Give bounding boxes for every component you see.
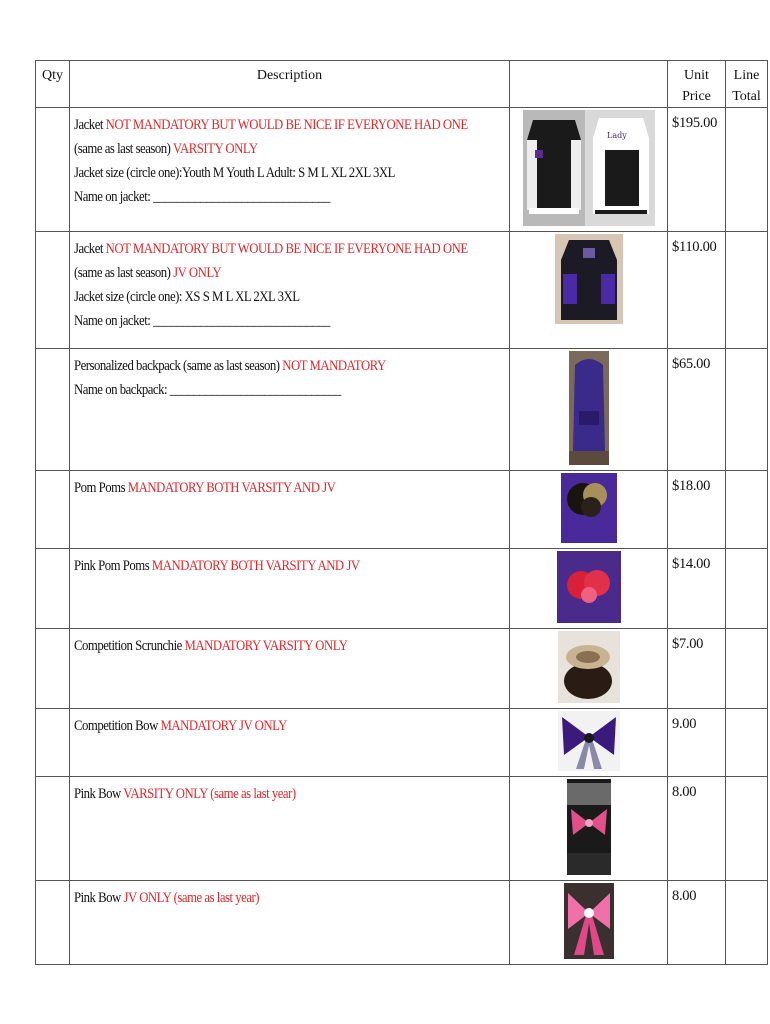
desc-line xyxy=(73,886,456,910)
desc-text: Competition Bow xyxy=(73,718,161,734)
table-row xyxy=(36,108,768,232)
qty-cell[interactable] xyxy=(36,709,70,777)
line-total-cell[interactable] xyxy=(726,349,768,471)
jv-jacket-photo xyxy=(555,234,623,324)
qty-cell[interactable] xyxy=(36,549,70,629)
desc-text: Personalized backpack (same as last season) xyxy=(73,358,282,374)
desc-note: VARSITY ONLY (same as last year) xyxy=(122,786,296,802)
table-row xyxy=(36,349,768,471)
description-cell xyxy=(70,549,457,629)
desc-line xyxy=(73,634,456,658)
desc-line xyxy=(73,309,456,333)
desc-line xyxy=(73,137,456,161)
qty-header: Qty xyxy=(36,61,70,108)
line-total-header-line2: Total xyxy=(732,89,761,104)
desc-line xyxy=(73,185,456,209)
description-cell xyxy=(70,349,457,471)
table-row xyxy=(36,777,768,881)
unit-price-header-line2: Price xyxy=(682,89,711,104)
desc-text: Pom Poms xyxy=(73,480,128,496)
table-row xyxy=(36,471,768,549)
desc-note: NOT MANDATORY BUT WOULD BE NICE IF EVERYONE HAD ONE xyxy=(105,241,468,257)
jv-pink-bow-photo xyxy=(564,883,614,959)
unit-price-cell: $195.00 xyxy=(668,108,726,232)
desc-text: (same as last season) xyxy=(73,265,173,281)
table-row xyxy=(36,709,768,777)
line-total-cell[interactable] xyxy=(726,709,768,777)
desc-note: MANDATORY VARSITY ONLY xyxy=(184,638,347,654)
line-total-cell[interactable] xyxy=(726,232,768,349)
desc-note: NOT MANDATORY xyxy=(281,358,386,374)
table-row xyxy=(36,881,768,965)
qty-cell[interactable] xyxy=(36,232,70,349)
unit-price-cell: $14.00 xyxy=(668,549,726,629)
unit-price-header-line1: Unit xyxy=(684,68,709,83)
desc-line xyxy=(73,782,456,806)
pom-poms-photo xyxy=(561,473,617,543)
description-cell xyxy=(70,232,468,349)
image-cell xyxy=(510,349,668,471)
backpack-photo xyxy=(569,351,609,465)
svg-text:Lady: Lady xyxy=(606,131,627,140)
unit-price-cell: 8.00 xyxy=(668,777,726,881)
desc-line xyxy=(73,378,456,402)
table-row xyxy=(36,232,768,349)
desc-line xyxy=(73,476,456,500)
desc-text: Name on jacket: ______________________________ xyxy=(73,189,330,205)
scrunchie-photo xyxy=(558,631,620,703)
desc-text: Name on backpack: _____________________________ xyxy=(73,382,341,398)
desc-text: Jacket xyxy=(73,241,106,257)
description-cell xyxy=(70,108,468,232)
image-header xyxy=(510,61,668,108)
desc-note: NOT MANDATORY BUT WOULD BE NICE IF EVERYONE HAD ONE xyxy=(105,117,468,133)
line-total-header xyxy=(726,61,768,108)
unit-price-cell: 8.00 xyxy=(668,881,726,965)
line-total-cell[interactable] xyxy=(726,471,768,549)
desc-line xyxy=(73,285,456,309)
line-total-header-line1: Line xyxy=(733,68,760,83)
desc-text: Pink Bow xyxy=(73,890,124,906)
table-row xyxy=(36,549,768,629)
desc-note: MANDATORY BOTH VARSITY AND JV xyxy=(127,480,335,496)
line-total-cell[interactable] xyxy=(726,108,768,232)
image-cell xyxy=(510,777,668,881)
table-row xyxy=(36,629,768,709)
image-cell xyxy=(510,709,668,777)
unit-price-cell: 9.00 xyxy=(668,709,726,777)
desc-text: (same as last season) xyxy=(73,141,173,157)
desc-note: MANDATORY BOTH VARSITY AND JV xyxy=(151,558,360,574)
line-total-cell[interactable] xyxy=(726,549,768,629)
desc-line xyxy=(73,261,456,285)
qty-cell[interactable] xyxy=(36,108,70,232)
varsity-jackets-photo xyxy=(523,110,655,226)
image-cell xyxy=(510,108,668,232)
qty-cell[interactable] xyxy=(36,777,70,881)
desc-line xyxy=(73,237,468,261)
competition-bow-photo xyxy=(558,711,620,771)
desc-note: JV ONLY xyxy=(172,265,221,281)
description-cell xyxy=(70,881,457,965)
desc-line xyxy=(73,113,468,137)
desc-line xyxy=(73,554,456,578)
desc-text: Competition Scrunchie xyxy=(73,638,185,654)
description-cell xyxy=(70,629,457,709)
pink-pom-poms-photo xyxy=(557,551,621,623)
desc-text: Jacket size (circle one):Youth M Youth L Adult: S M L XL 2XL 3XL xyxy=(73,165,395,181)
qty-cell[interactable] xyxy=(36,349,70,471)
qty-cell[interactable] xyxy=(36,471,70,549)
header-row xyxy=(36,61,768,108)
desc-line xyxy=(73,354,456,378)
desc-line xyxy=(73,161,456,185)
qty-cell[interactable] xyxy=(36,881,70,965)
desc-text: Jacket xyxy=(73,117,106,133)
desc-note: MANDATORY JV ONLY xyxy=(160,718,287,734)
unit-price-cell: $7.00 xyxy=(668,629,726,709)
pink-bow-photo xyxy=(567,779,611,875)
order-form-table xyxy=(35,60,768,965)
desc-line xyxy=(73,714,456,738)
description-cell xyxy=(70,777,457,881)
desc-text: Pink Pom Poms xyxy=(73,558,152,574)
image-cell xyxy=(510,471,668,549)
image-cell xyxy=(510,629,668,709)
unit-price-cell: $65.00 xyxy=(668,349,726,471)
image-cell xyxy=(510,549,668,629)
desc-text: Jacket size (circle one): XS S M L XL 2XL 3XL xyxy=(73,289,300,305)
desc-text: Pink Bow xyxy=(73,786,123,802)
line-total-cell[interactable] xyxy=(726,777,768,881)
desc-text: Name on jacket: ______________________________ xyxy=(73,313,330,329)
desc-note: JV ONLY (same as last year) xyxy=(123,890,259,906)
description-cell xyxy=(70,709,457,777)
unit-price-cell: $110.00 xyxy=(668,232,726,349)
unit-price-cell: $18.00 xyxy=(668,471,726,549)
line-total-cell[interactable] xyxy=(726,881,768,965)
line-total-cell[interactable] xyxy=(726,629,768,709)
desc-note: VARSITY ONLY xyxy=(172,141,258,157)
unit-price-header xyxy=(668,61,726,108)
image-cell xyxy=(510,232,668,349)
image-cell xyxy=(510,881,668,965)
description-header: Description xyxy=(70,61,510,108)
qty-cell[interactable] xyxy=(36,629,70,709)
description-cell xyxy=(70,471,457,549)
